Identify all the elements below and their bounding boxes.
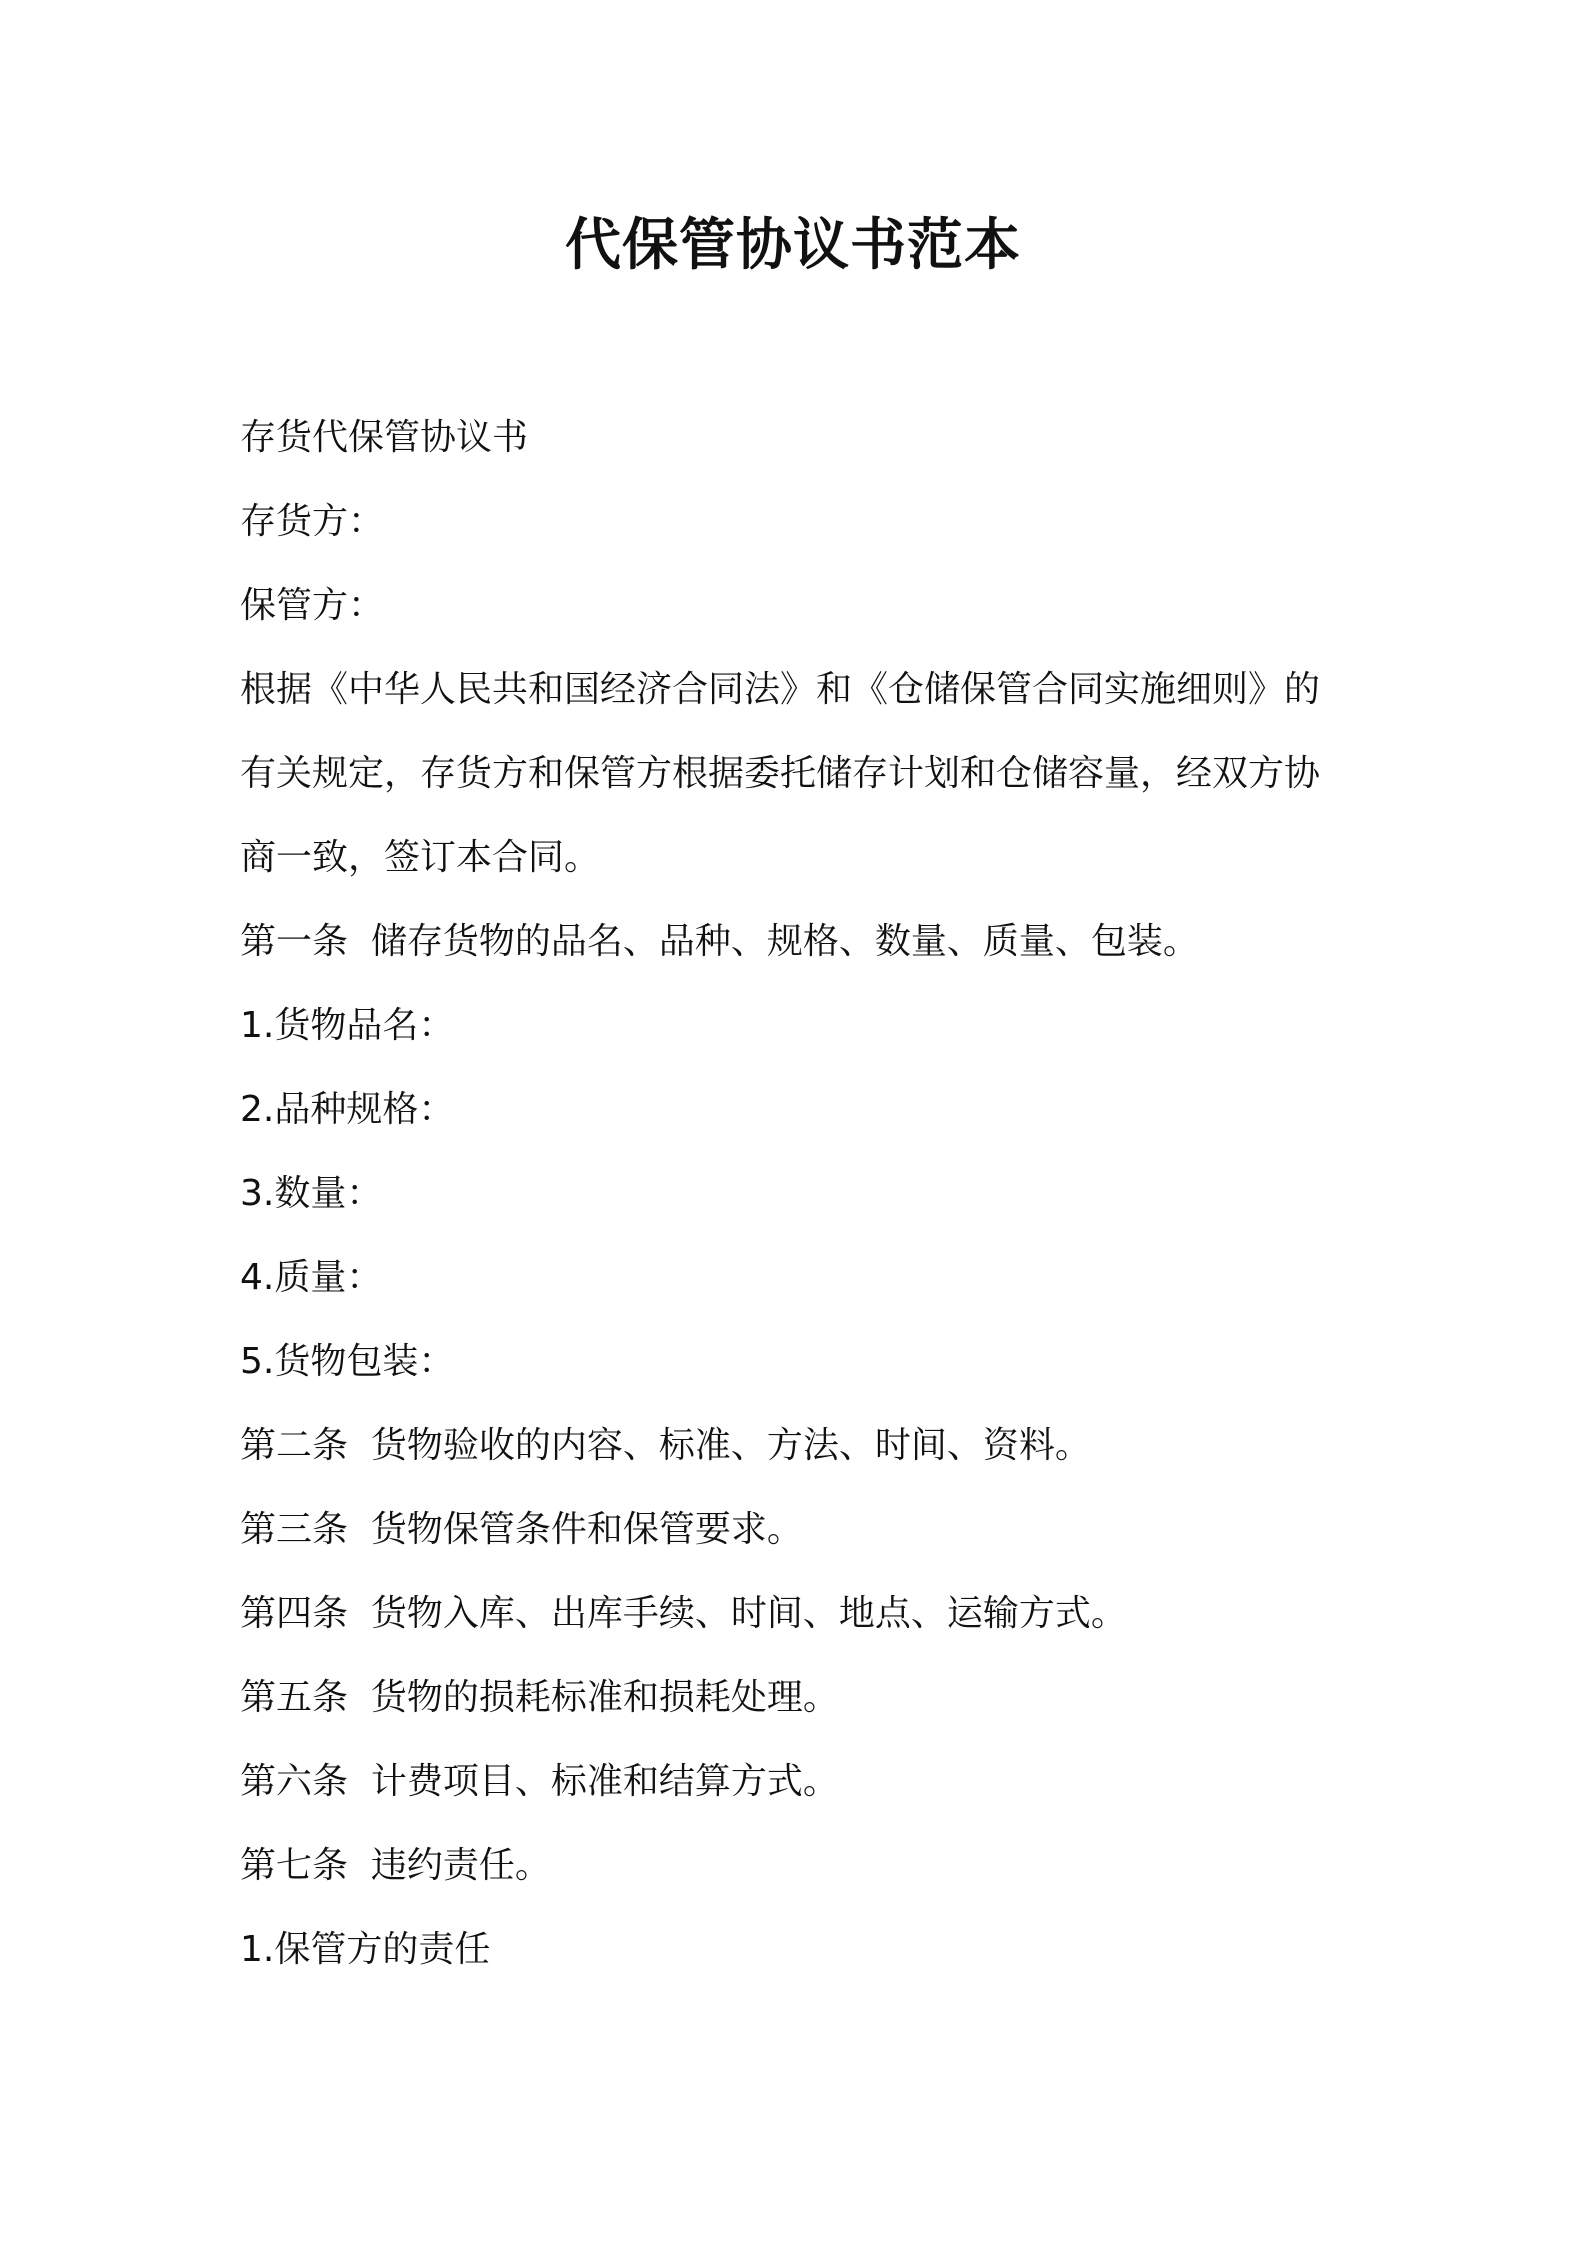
text-line-preamble-3: 商一致，签订本合同。 bbox=[240, 837, 601, 878]
article-1-item-1: 1.货物品名： bbox=[240, 1005, 455, 1046]
article-1-item-2: 2.品种规格： bbox=[240, 1089, 455, 1130]
document-body bbox=[240, 396, 1360, 1992]
text-line-custodian: 保管方： bbox=[240, 585, 385, 626]
article-1-item-5: 5.货物包装： bbox=[240, 1341, 455, 1382]
article-3: 第三条 货物保管条件和保管要求。 bbox=[240, 1509, 803, 1550]
text-line-preamble-1: 根据《中华人民共和国经济合同法》和《仓储保管合同实施细则》的 bbox=[240, 669, 1321, 710]
article-4: 第四条 货物入库、出库手续、时间、地点、运输方式。 bbox=[240, 1593, 1127, 1634]
article-7-item-1: 1.保管方的责任 bbox=[240, 1929, 491, 1970]
article-5: 第五条 货物的损耗标准和损耗处理。 bbox=[240, 1677, 839, 1718]
text-line-heading: 存货代保管协议书 bbox=[240, 417, 529, 458]
document-title: 代保管协议书范本 bbox=[565, 213, 1021, 278]
text-line-depositor: 存货方： bbox=[240, 501, 385, 542]
article-6: 第六条 计费项目、标准和结算方式。 bbox=[240, 1761, 839, 1802]
article-7: 第七条 违约责任。 bbox=[240, 1845, 551, 1886]
article-1-item-3: 3.数量： bbox=[240, 1173, 383, 1214]
article-2: 第二条 货物验收的内容、标准、方法、时间、资料。 bbox=[240, 1425, 1091, 1466]
text-line-preamble-2: 有关规定，存货方和保管方根据委托储存计划和仓储容量，经双方协 bbox=[240, 753, 1321, 794]
article-1: 第一条 储存货物的品名、品种、规格、数量、质量、包装。 bbox=[240, 921, 1199, 962]
article-1-item-4: 4.质量： bbox=[240, 1257, 383, 1298]
